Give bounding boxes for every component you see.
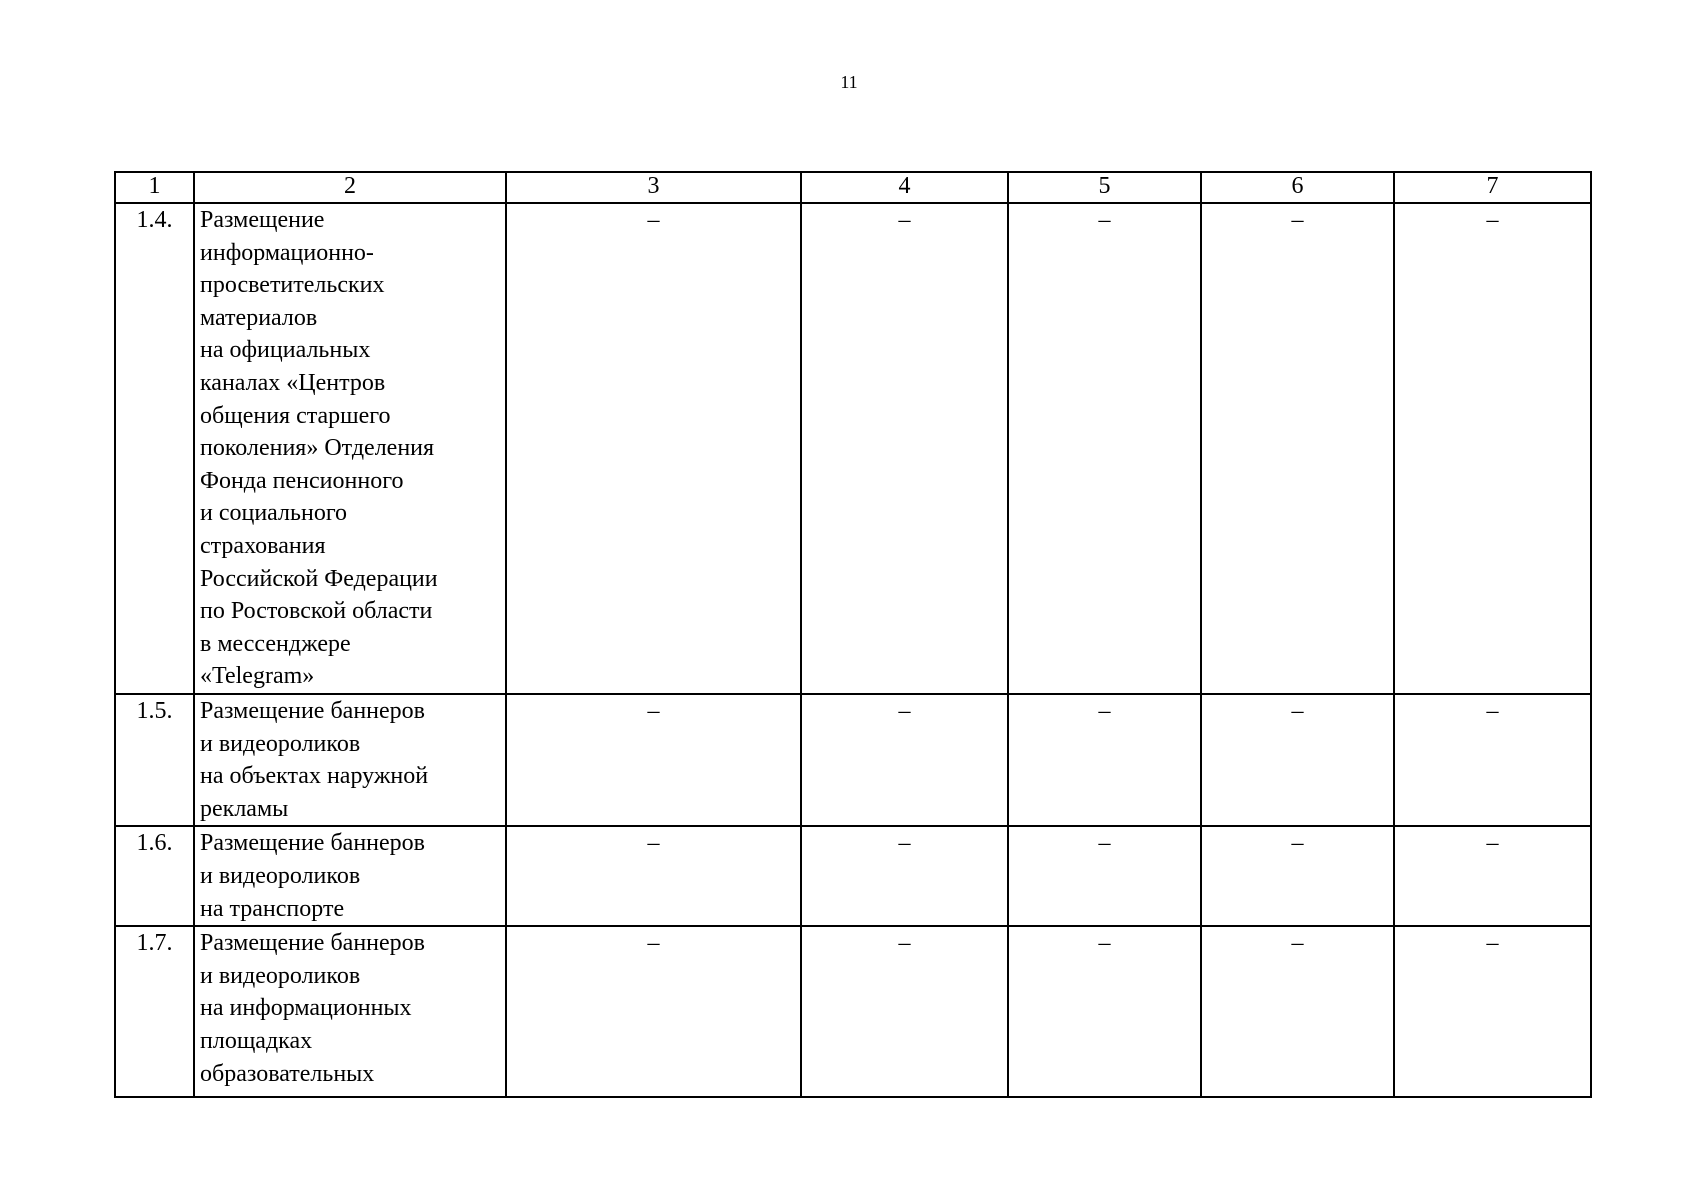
- value-cell: –: [506, 826, 801, 926]
- value-cell: –: [801, 203, 1008, 694]
- name-line: Размещение баннеров: [200, 698, 425, 724]
- name-line: Размещение баннеров: [200, 830, 425, 857]
- name-line: на информационных: [200, 995, 412, 1022]
- value-cell: –: [801, 694, 1008, 826]
- data-table: [114, 171, 1592, 1098]
- column-header-3: 3: [506, 172, 801, 203]
- name-line: образовательных: [200, 1060, 375, 1087]
- row-number: 1.6.: [115, 826, 194, 926]
- name-line: каналах «Центров: [200, 369, 386, 396]
- value-cell: –: [506, 926, 801, 1097]
- name-line: и видеороликов: [200, 730, 361, 757]
- row-name: [194, 203, 506, 694]
- column-header-6: 6: [1201, 172, 1394, 203]
- name-line: по Ростовской области: [200, 598, 433, 625]
- value-cell: –: [1201, 926, 1394, 1097]
- name-line: и социального: [200, 500, 348, 527]
- name-line: Фонда пенсионного: [200, 467, 404, 494]
- name-line: «Telegram»: [200, 663, 315, 690]
- value-cell: –: [1394, 694, 1591, 826]
- row-name: [194, 826, 506, 926]
- value-cell: –: [1394, 826, 1591, 926]
- value-cell: –: [506, 694, 801, 826]
- name-line: и видеороликов: [200, 962, 361, 989]
- name-line: общения старшего: [200, 402, 391, 429]
- name-line: Размещение: [200, 207, 325, 233]
- name-line: рекламы: [200, 795, 289, 822]
- column-header-2: 2: [194, 172, 506, 203]
- value-cell: –: [1008, 694, 1201, 826]
- row-number: 1.4.: [115, 203, 194, 694]
- table-row: [115, 926, 1591, 1097]
- value-cell: –: [1201, 203, 1394, 694]
- table-row: [115, 694, 1591, 826]
- page-number: 11: [840, 72, 858, 92]
- name-line: на официальных: [200, 337, 371, 364]
- value-cell: –: [1201, 826, 1394, 926]
- value-cell: –: [801, 926, 1008, 1097]
- name-line: на транспорте: [200, 895, 345, 922]
- row-number: 1.5.: [115, 694, 194, 826]
- row-number: 1.7.: [115, 926, 194, 1097]
- value-cell: –: [1394, 926, 1591, 1097]
- value-cell: –: [1008, 203, 1201, 694]
- name-line: страхования: [200, 532, 326, 559]
- name-line: поколения» Отделения: [200, 435, 435, 462]
- name-line: на объектах наружной: [200, 763, 429, 790]
- name-line: и видеороликов: [200, 862, 361, 889]
- name-line: информационно-: [200, 239, 374, 266]
- value-cell: –: [801, 826, 1008, 926]
- name-line: просветительских: [200, 272, 385, 299]
- value-cell: –: [1201, 694, 1394, 826]
- column-header-1: 1: [115, 172, 194, 203]
- value-cell: –: [506, 203, 801, 694]
- row-name: [194, 926, 506, 1097]
- value-cell: –: [1394, 203, 1591, 694]
- row-name: [194, 694, 506, 826]
- name-line: в мессенджере: [200, 630, 351, 657]
- table-row: [115, 203, 1591, 694]
- name-line: площадках: [200, 1027, 313, 1054]
- column-header-4: 4: [801, 172, 1008, 203]
- table-row: [115, 826, 1591, 926]
- name-line: материалов: [200, 304, 318, 331]
- name-line: Российской Федерации: [200, 565, 438, 592]
- column-header-5: 5: [1008, 172, 1201, 203]
- column-header-7: 7: [1394, 172, 1591, 203]
- name-line: Размещение баннеров: [200, 930, 425, 957]
- value-cell: –: [1008, 926, 1201, 1097]
- header-row: [115, 172, 1591, 203]
- value-cell: –: [1008, 826, 1201, 926]
